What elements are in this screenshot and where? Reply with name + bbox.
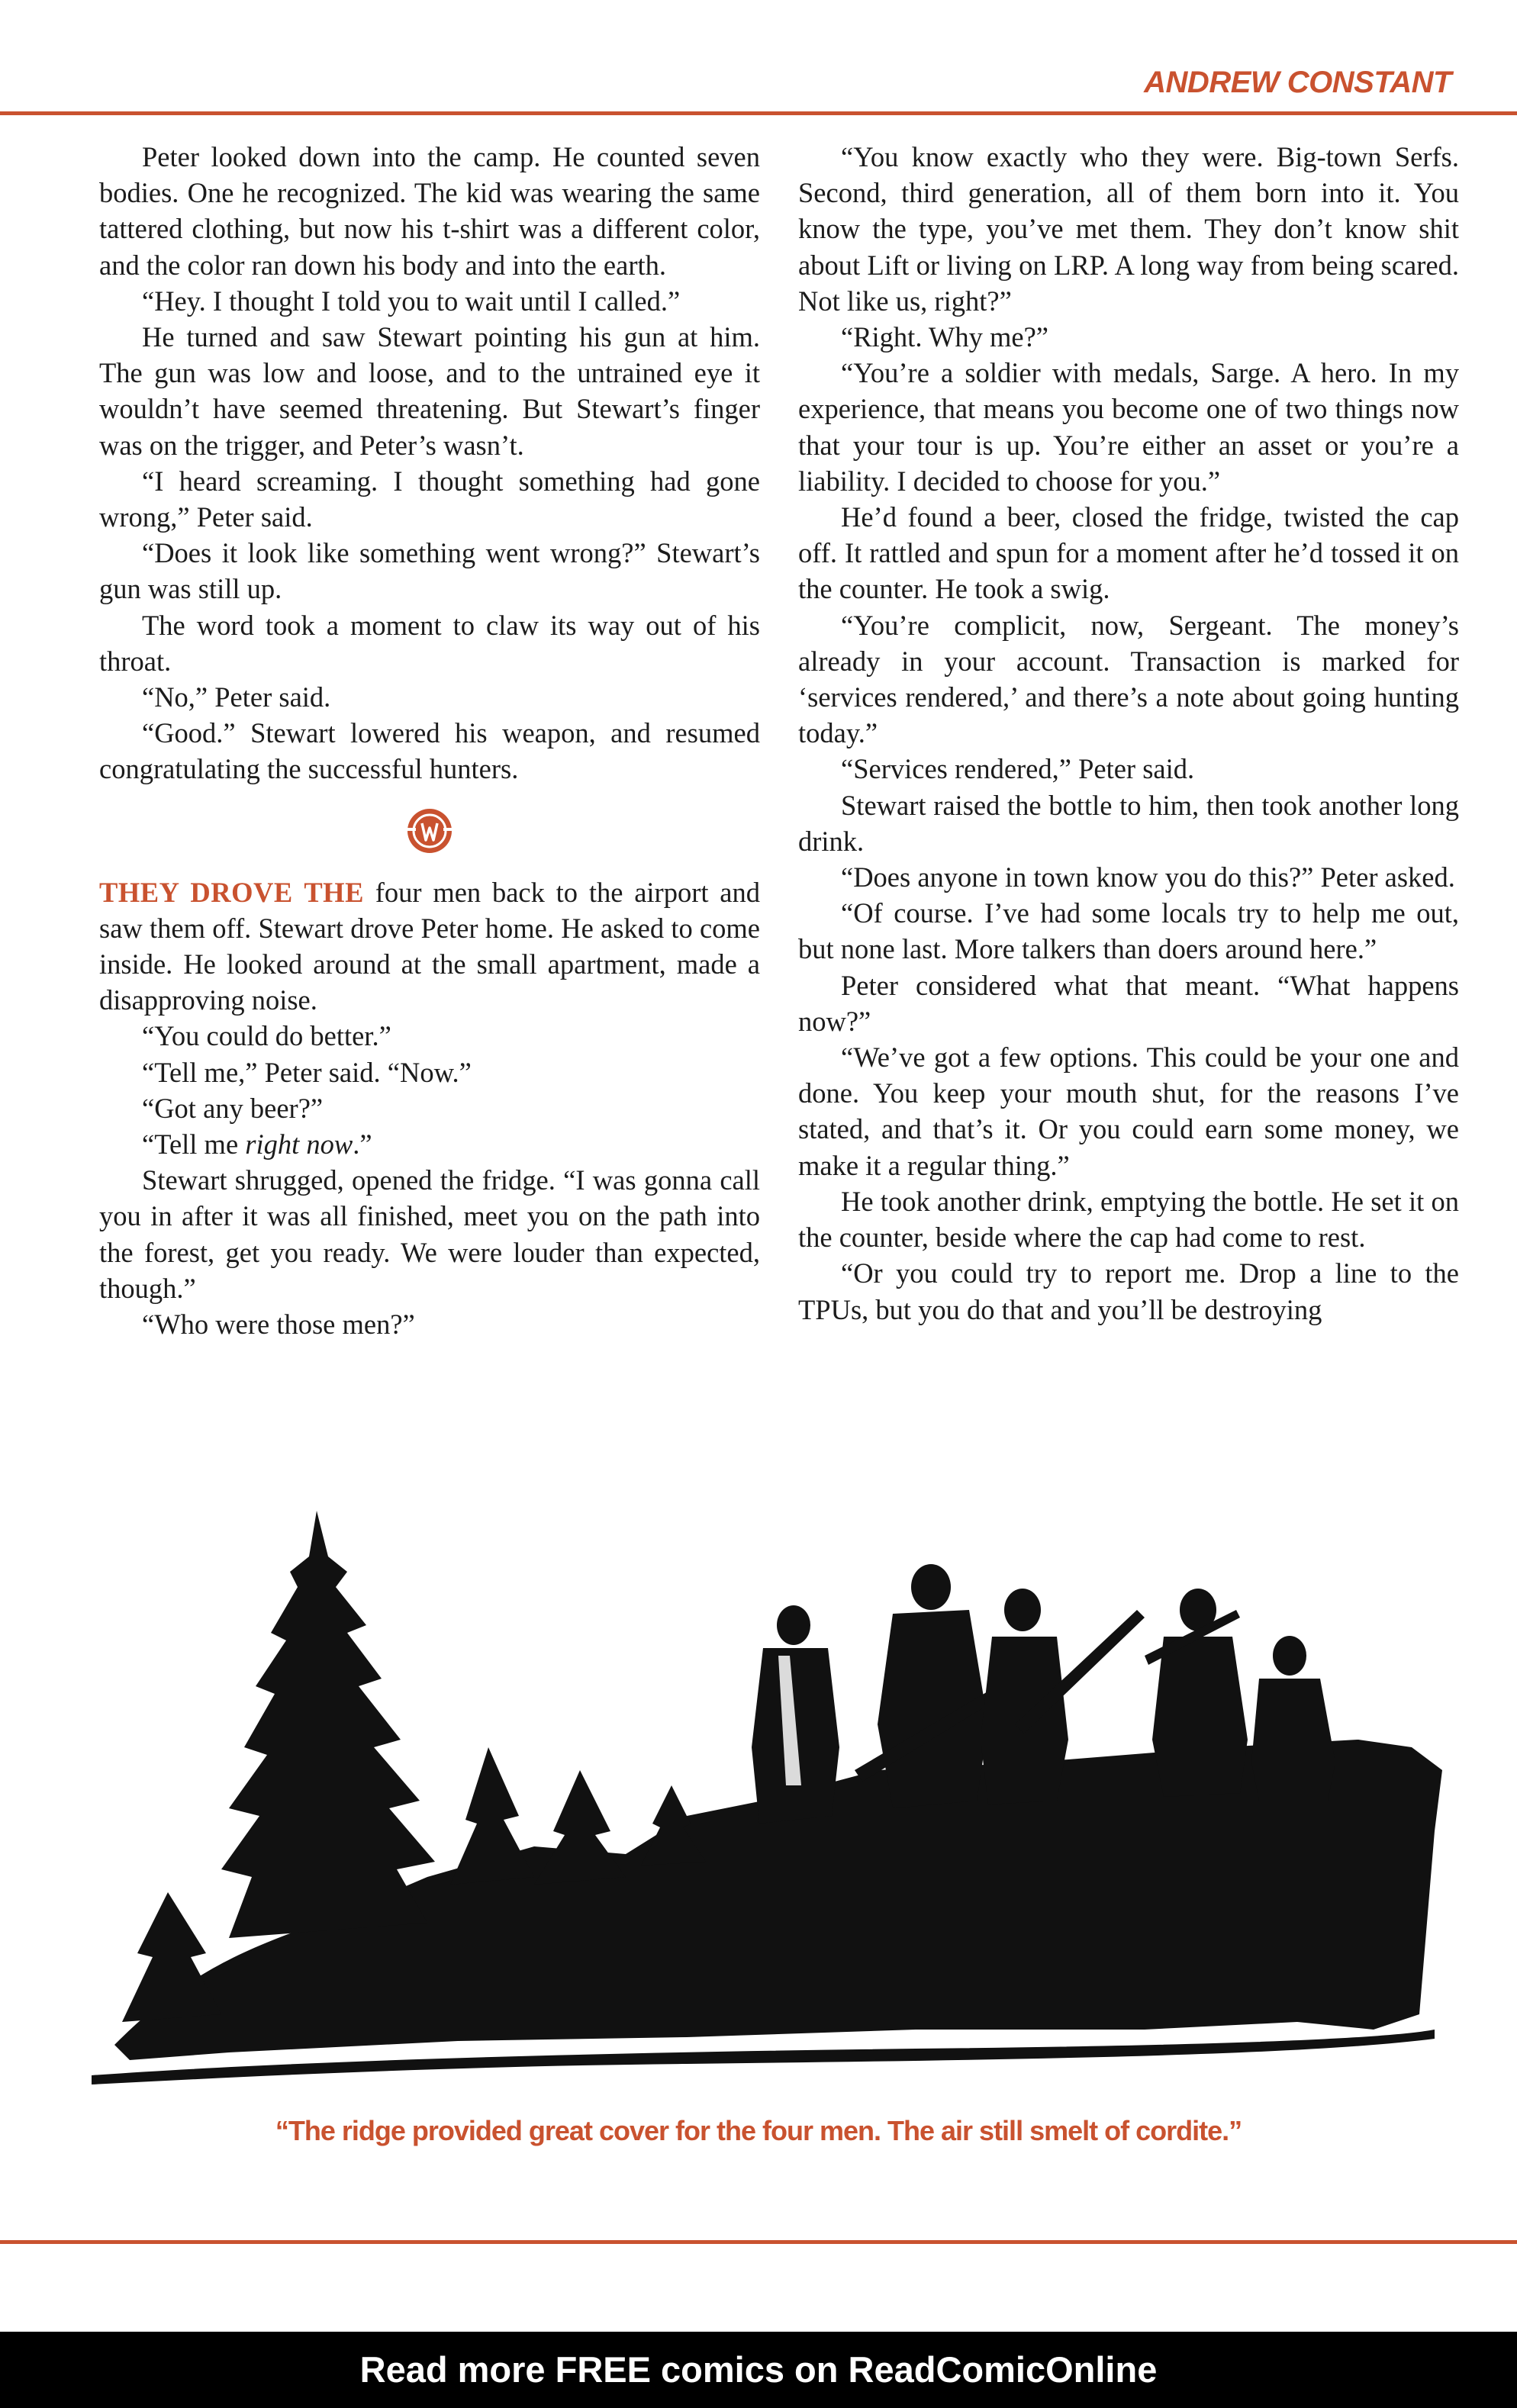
paragraph: He’d found a beer, closed the fridge, twisted the cap off. It rattled and spun for a moment after he’d tossed it on the counter. He took a swig. [798, 501, 1459, 605]
paragraph: “Or you could try to report me. Drop a line to the TPUs, but you do that and you’ll be destroying [798, 1257, 1459, 1325]
paragraph: “Does anyone in town know you do this?” Peter asked. [841, 861, 1455, 893]
paragraph: Stewart raised the bottle to him, then took another long drink. [798, 789, 1459, 857]
hunters-ridge-illustration [0, 1495, 1517, 2106]
paragraph: “Does it look like something went wrong?” Stewart’s gun was still up. [99, 537, 760, 605]
section-divider [99, 804, 760, 858]
right-column [798, 139, 1459, 1328]
tell-me-prefix: “Tell me [142, 1128, 246, 1161]
section-paragraph [99, 874, 760, 1019]
paragraph: “You’re a soldier with medals, Sarge. A hero. In my experience, that means you become one of two things now that your tour is up. You’re either an asset or you’re a liability. I decided to choose for you.” [798, 357, 1459, 497]
paragraph: The word took a moment to claw its way out of his throat. [99, 609, 760, 677]
paragraph: “We’ve got a few options. This could be your one and done. You keep your mouth shut, for the reasons I’ve stated, and that’s it. Or you could earn some money, we make it a regular thing.” [798, 1041, 1459, 1181]
emblem-icon [405, 806, 454, 855]
paragraph: Peter looked down into the camp. He counted seven bodies. One he recognized. The kid was wearing the same tattered clothing, but now his t-shirt was a different color, and the color ran down his body and into the earth. [99, 141, 760, 281]
paragraph: “I heard screaming. I thought something had gone wrong,” Peter said. [99, 465, 760, 533]
paragraph: Peter considered what that meant. “What happens now?” [798, 969, 1459, 1037]
left-column [99, 139, 760, 1342]
author-header: ANDREW CONSTANT [1144, 66, 1451, 99]
paragraph: “You could do better.” [142, 1020, 391, 1052]
paragraph: “Who were those men?” [142, 1309, 415, 1341]
paragraph: “Tell me,” Peter said. “Now.” [142, 1056, 472, 1088]
paragraph: “Of course. I’ve had some locals try to help me out, but none last. More talkers than doers around here.” [798, 897, 1459, 965]
paragraph: “You’re complicit, now, Sergeant. The money’s already in your account. Transaction is marked for ‘services rendered,’ and there’s a note about going hunting today.” [798, 609, 1459, 749]
illustration-caption: “The ridge provided great cover for the four men. The air still smelt of cordite.” [275, 2115, 1242, 2146]
paragraph: “Good.” Stewart lowered his weapon, and resumed congratulating the successful hunters. [99, 717, 760, 785]
paragraph [99, 1126, 760, 1162]
tell-me-italic: right now [245, 1128, 353, 1161]
paragraph: He took another drink, emptying the bottle. He set it on the counter, beside where the cap had come to rest. [798, 1185, 1459, 1254]
paragraph: Stewart shrugged, opened the fridge. “I was gonna call you in after it was all finished, meet you on the path into the forest, get you ready. We were louder than expected, though.” [99, 1164, 760, 1304]
section-lead: THEY DROVE THE [99, 876, 364, 908]
footer-banner[interactable]: Read more FREE comics on ReadComicOnline [0, 2332, 1517, 2408]
section-lead-rest: four men back to the airport and saw them off. Stewart drove Peter home. He asked to come inside. He looked around at the small apartment, made a disapproving noise. [99, 876, 761, 1016]
paragraph: “You know exactly who they were. Big-town Serfs. Second, third generation, all of them born into it. You know the type, you’ve met them. They don’t know shit about Lift or living on LRP. A long way from being scared. Not like us, right?” [798, 141, 1459, 317]
paragraph: “Hey. I thought I told you to wait until I called.” [142, 285, 681, 317]
paragraph: He turned and saw Stewart pointing his gun at him. The gun was low and loose, and to the untrained eye it wouldn’t have seemed threatening. But Stewart’s finger was on the trigger, and Peter’s wasn’t. [99, 321, 760, 461]
paragraph: “No,” Peter said. [142, 681, 331, 713]
paragraph: “Got any beer?” [142, 1092, 324, 1124]
tell-me-suffix: .” [353, 1128, 372, 1161]
header-rule [0, 111, 1517, 115]
paragraph: “Right. Why me?” [841, 321, 1048, 353]
footer-rule [0, 2240, 1517, 2244]
paragraph: “Services rendered,” Peter said. [841, 753, 1195, 785]
